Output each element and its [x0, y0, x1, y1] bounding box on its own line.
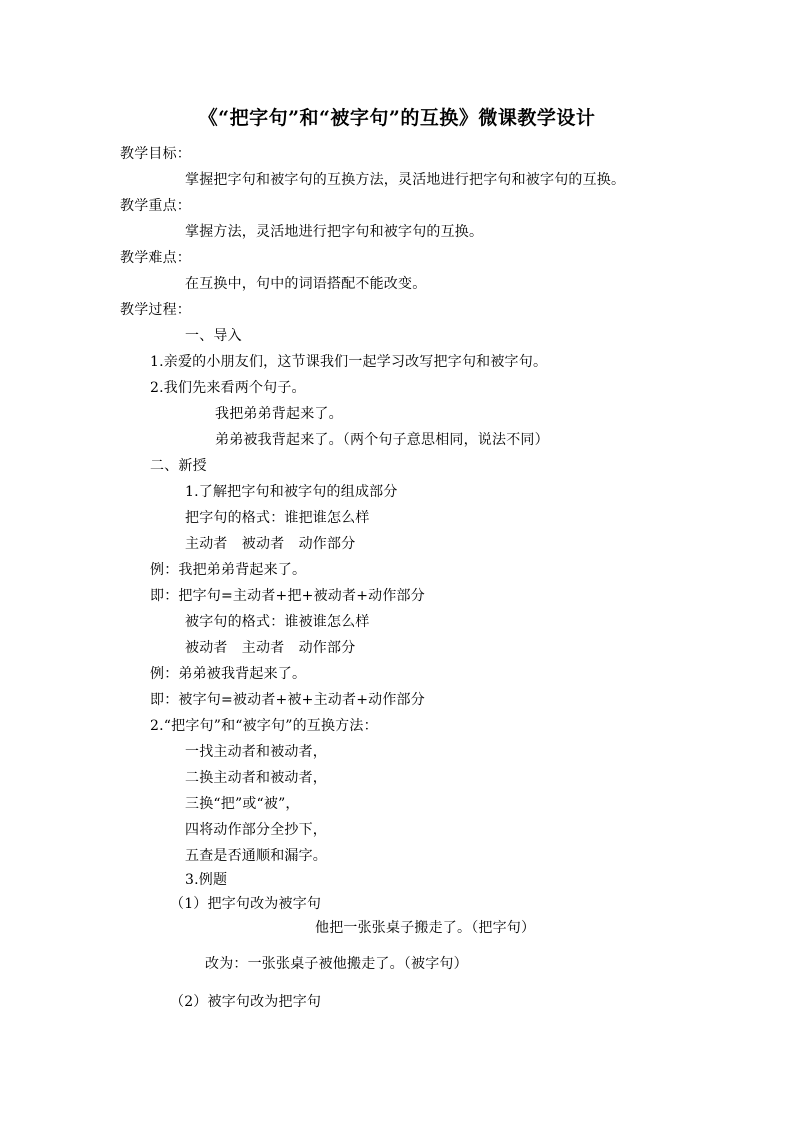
section-heading-objectives: 教学目标：: [120, 146, 191, 162]
method-step-2: 二换主动者和被动者，: [185, 770, 327, 786]
method-step-3: 三换“把”或“被”，: [185, 796, 300, 812]
method-step-5: 五查是否通顺和漏字。: [185, 848, 327, 864]
section-heading-key-points: 教学重点：: [120, 198, 191, 214]
exercise-1-answer: 改为：一张张桌子被他搬走了。（被字句）: [205, 956, 468, 972]
ba-parts: 主动者 被动者 动作部分: [185, 536, 356, 552]
document-title: 《“把字句”和“被字句”的互换》微课教学设计: [198, 107, 596, 129]
bei-formula: 即：被字句=被动者+被+主动者+动作部分: [150, 692, 425, 708]
new-lesson-item-2: 2.“把字句”和“被字句”的互换方法：: [150, 718, 378, 734]
example-sentence-bei: 弟弟被我背起来了。（两个句子意思相同，说法不同）: [215, 432, 549, 448]
bei-parts: 被动者 主动者 动作部分: [185, 640, 356, 656]
key-points-text: 掌握方法，灵活地进行把字句和被字句的互换。: [185, 224, 484, 240]
intro-item-2: 2.我们先来看两个句子。: [150, 380, 306, 396]
objectives-text: 掌握把字句和被字句的互换方法，灵活地进行把字句和被字句的互换。: [185, 172, 626, 188]
intro-item-1: 1.亲爱的小朋友们，这节课我们一起学习改写把字句和被字句。: [150, 354, 548, 370]
ba-example: 例：我把弟弟背起来了。: [150, 562, 307, 578]
ba-format: 把字句的格式：谁把谁怎么样: [185, 510, 370, 526]
section-heading-difficulties: 教学难点：: [120, 250, 191, 266]
method-step-1: 一找主动者和被动者，: [185, 744, 327, 760]
exercise-2-heading: （2）被字句改为把字句: [170, 994, 322, 1010]
difficulties-text: 在互换中，句中的词语搭配不能改变。: [185, 276, 427, 292]
method-step-4: 四将动作部分全抄下，: [185, 822, 327, 838]
section-heading-process: 教学过程：: [120, 302, 191, 318]
ba-formula: 即：把字句=主动者+把+被动者+动作部分: [150, 588, 425, 604]
exercise-1-sentence: 他把一张张桌子搬走了。（把字句）: [315, 920, 536, 936]
new-lesson-item-1: 1.了解把字句和被字句的组成部分: [185, 484, 398, 500]
bei-format: 被字句的格式：谁被谁怎么样: [185, 614, 370, 630]
example-sentence-ba: 我把弟弟背起来了。: [215, 406, 343, 422]
part-heading-new-lesson: 二、新授: [150, 458, 207, 474]
part-heading-intro: 一、导入: [185, 328, 242, 344]
exercise-1-heading: （1）把字句改为被字句: [170, 896, 322, 912]
bei-example: 例：弟弟被我背起来了。: [150, 666, 307, 682]
new-lesson-item-3: 3.例题: [185, 872, 228, 888]
